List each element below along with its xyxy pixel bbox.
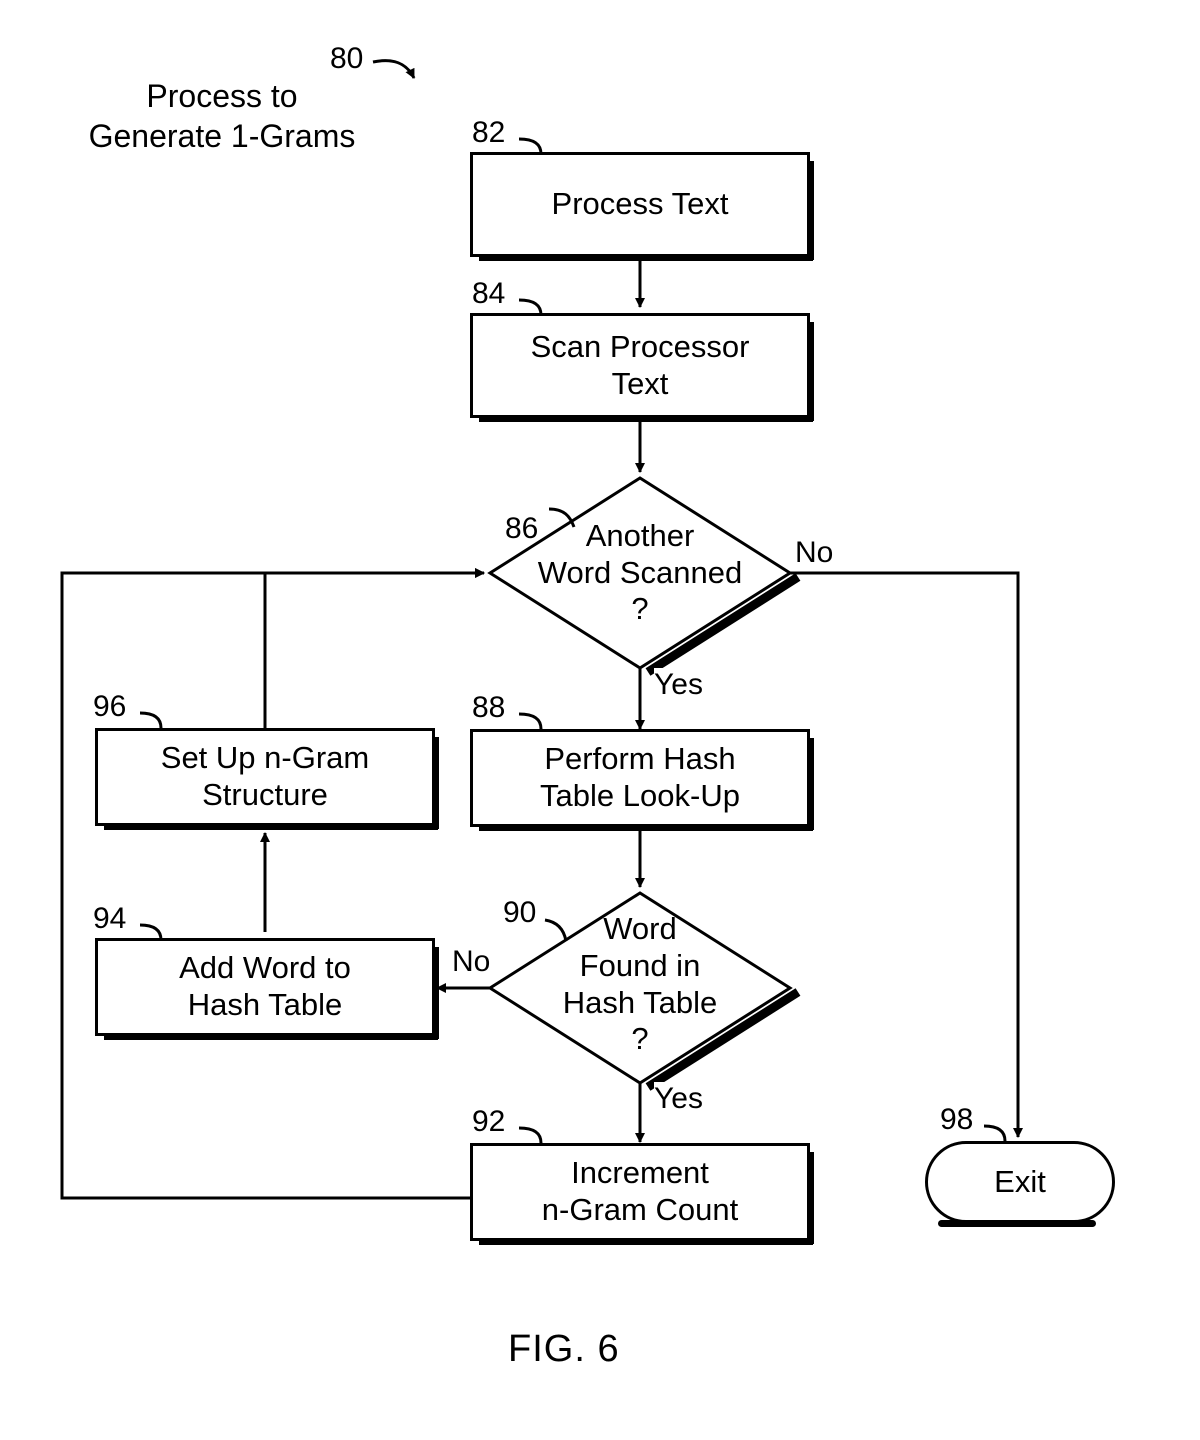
figure-caption: FIG. 6 [508, 1328, 620, 1370]
node-add-word-to-hash-table[interactable] [95, 938, 435, 1036]
ref-label-80: 80 [330, 42, 364, 75]
edge-label-scanned-yes: Yes [654, 668, 703, 701]
node-scan-processor-text-line2: Text [611, 365, 669, 401]
node-process-text[interactable] [470, 152, 810, 257]
node-add-word-to-hash-table-line1: Add Word to [179, 950, 351, 986]
node-another-word-scanned-line2: Word Scanned [537, 554, 743, 590]
figure-title [62, 76, 382, 156]
node-set-up-n-gram-structure-line1: Set Up n-Gram [160, 740, 370, 776]
node-process-text-label: Process Text [551, 186, 729, 222]
ref-label-96: 96 [93, 690, 127, 723]
node-word-found-in-hash-table-line2: Found in [579, 947, 701, 983]
decision-shape-another-word-scanned [490, 478, 798, 672]
edge-label-found-yes: Yes [654, 1082, 703, 1115]
node-perform-hash-table-lookup-line2: Table Look-Up [540, 778, 740, 813]
node-scan-processor-text-line1: Scan Processor [530, 328, 750, 364]
ref-label-98: 98 [940, 1103, 974, 1136]
node-increment-n-gram-count-line1: Increment [571, 1155, 709, 1191]
node-word-found-in-hash-table-line1: Word [603, 911, 677, 947]
node-another-word-scanned-line3: ? [631, 591, 649, 627]
node-word-found-in-hash-table-line3: Hash Table [562, 984, 718, 1020]
node-increment-n-gram-count-line2: n-Gram Count [541, 1192, 739, 1227]
node-perform-hash-table-lookup[interactable] [470, 729, 810, 827]
ref-label-90: 90 [503, 896, 537, 929]
node-scan-processor-text[interactable] [470, 313, 810, 418]
node-exit-label: Exit [994, 1163, 1046, 1199]
node-word-found-in-hash-table-line4: ? [631, 1021, 649, 1057]
node-perform-hash-table-lookup-line1: Perform Hash [544, 741, 736, 777]
figure-title-line1: Process to [146, 78, 298, 114]
node-add-word-to-hash-table-line2: Hash Table [187, 987, 343, 1022]
node-set-up-n-gram-structure-line2: Structure [202, 777, 328, 812]
ref-label-88: 88 [472, 691, 506, 724]
ref-label-92: 92 [472, 1105, 506, 1138]
ref-label-82: 82 [472, 116, 506, 149]
ref-label-94: 94 [93, 902, 127, 935]
figure-title-line2: Generate 1-Grams [88, 118, 356, 154]
node-exit[interactable] [925, 1141, 1115, 1223]
ref-label-86: 86 [505, 512, 539, 545]
node-increment-n-gram-count[interactable] [470, 1143, 810, 1241]
node-set-up-n-gram-structure[interactable] [95, 728, 435, 826]
node-another-word-scanned-line1: Another [585, 518, 695, 554]
ref-label-84: 84 [472, 277, 506, 310]
edge-label-found-no: No [452, 945, 491, 978]
edge-label-scanned-no: No [795, 536, 834, 569]
